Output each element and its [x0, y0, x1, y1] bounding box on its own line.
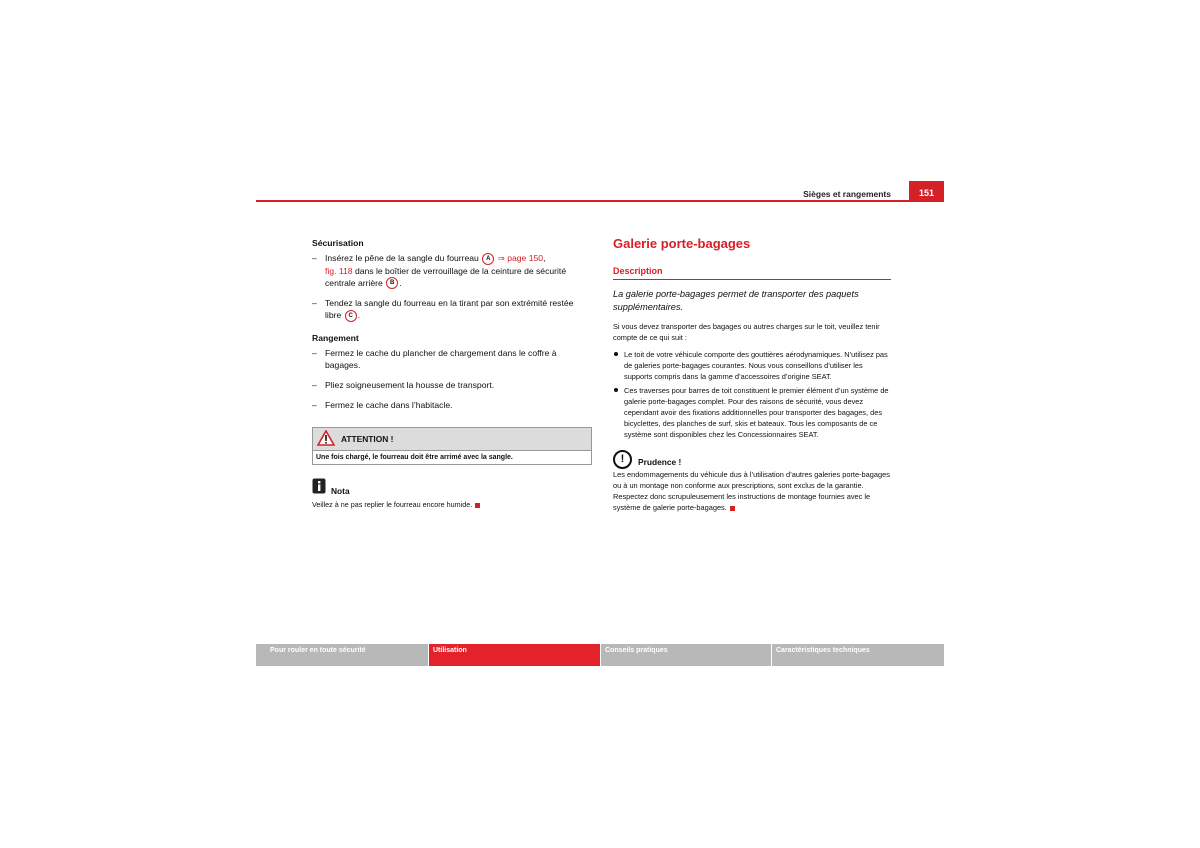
- text: Fermez le cache dans l’habitacle.: [325, 400, 453, 411]
- section-title: Galerie porte-bagages: [613, 236, 751, 251]
- text: ,: [543, 253, 546, 263]
- warning-title: ATTENTION !: [341, 434, 394, 445]
- dash-marker: –: [312, 380, 317, 391]
- callout-c: C: [345, 310, 357, 322]
- list-item: [312, 297, 592, 322]
- footer-tab-conseils[interactable]: Conseils pratiques: [601, 644, 771, 666]
- footer-tab-utilisation[interactable]: Utilisation: [429, 644, 600, 666]
- text: .: [357, 310, 361, 321]
- description-heading: Description: [613, 266, 891, 280]
- info-icon: [312, 478, 326, 497]
- bullet-dot: [614, 352, 618, 356]
- securisation-heading: Sécurisation: [312, 238, 364, 248]
- text: Tendez la sangle du fourreau en la tirant par son extrémité restée libre: [325, 298, 574, 321]
- dash-marker: –: [312, 400, 317, 411]
- dash-marker: –: [312, 253, 317, 263]
- caution-text: Les endommagements du véhicule dus à l’utilisation d’autres galeries porte-bagages ou à un montage non conforme aux prescriptions, sont exclus de la garantie. Respectez donc scrupuleusement les instructions de montage fournies avec le système de galerie porte-bagages.: [613, 470, 890, 512]
- note-title: Nota: [331, 486, 350, 497]
- page-link[interactable]: ⇒ page 150: [495, 253, 544, 263]
- end-of-section-marker: [475, 503, 480, 508]
- caution-header: [613, 450, 891, 469]
- text: Ces traverses pour barres de toit constituent le premier élément d’un système de galerie porte-bagages complet. Pour des raisons de sécurité, vous devez cependant avoir des fixations additionnelles pour transporter des bagages, des bicyclettes, des planches de surf, skis et bateaux. Tous les composants de ce système sont disponibles chez les Concessionnaires SEAT.: [624, 386, 889, 439]
- callout-b: B: [386, 277, 398, 289]
- list-item: [312, 399, 592, 411]
- rangement-heading: Rangement: [312, 333, 359, 344]
- exclamation-circle-icon: !: [613, 450, 632, 469]
- text: Insérez le pêne de la sangle du fourreau: [325, 253, 482, 263]
- bullet-item: [613, 385, 891, 440]
- text: .: [399, 277, 402, 288]
- header-rule: [256, 200, 944, 202]
- dash-marker: –: [312, 348, 317, 359]
- note-header: [312, 477, 592, 497]
- left-column: [312, 237, 592, 511]
- warning-box: [312, 427, 592, 465]
- right-column: [613, 234, 891, 513]
- caution-title: Prudence !: [638, 457, 682, 467]
- intro-paragraph: Si vous devez transporter des bagages ou autres charges sur le toit, veuillez tenir compte de ce qui suit :: [613, 322, 880, 342]
- list-item: [312, 347, 592, 371]
- bullet-dot: [614, 388, 618, 392]
- note-body: [312, 499, 592, 511]
- callout-a: A: [482, 253, 494, 265]
- list-item: [312, 379, 592, 391]
- lead-paragraph: La galerie porte-bagages permet de transporter des paquets supplémentaires.: [613, 289, 859, 312]
- list-item: [312, 252, 592, 289]
- dash-marker: –: [312, 298, 317, 309]
- text: dans le boîtier de verrouillage de la ceinture de sécurité centrale arrière: [325, 265, 567, 288]
- text: Fermez le cache du plancher de chargement dans le coffre à bagages.: [325, 348, 557, 371]
- text: Le toit de votre véhicule comporte des gouttières aérodynamiques. N’utilisez pas de galeries porte-bagages courantes. Nous vous conseillons d’utiliser les supports compris dans la gamme d’accessoires d’origine SEAT.: [624, 350, 888, 381]
- running-header-title: Sièges et rangements: [803, 189, 891, 199]
- bullet-item: [613, 349, 891, 382]
- text: Pliez soigneusement la housse de transport.: [325, 380, 495, 391]
- warning-text: Une fois chargé, le fourreau doit être arrimé avec la sangle.: [316, 454, 513, 462]
- note-text: Veillez à ne pas replier le fourreau encore humide.: [312, 500, 473, 510]
- warning-header: [313, 428, 591, 451]
- footer-tab-caracteristiques[interactable]: Caractéristiques techniques: [772, 644, 944, 666]
- footer-tab-securite[interactable]: Pour rouler en toute sécurité: [256, 644, 428, 666]
- end-of-section-marker: [730, 506, 735, 511]
- warning-triangle-icon: [317, 430, 335, 449]
- page-number: 151: [909, 181, 944, 201]
- caution-body: [613, 469, 891, 513]
- figure-link[interactable]: fig. 118: [325, 265, 353, 276]
